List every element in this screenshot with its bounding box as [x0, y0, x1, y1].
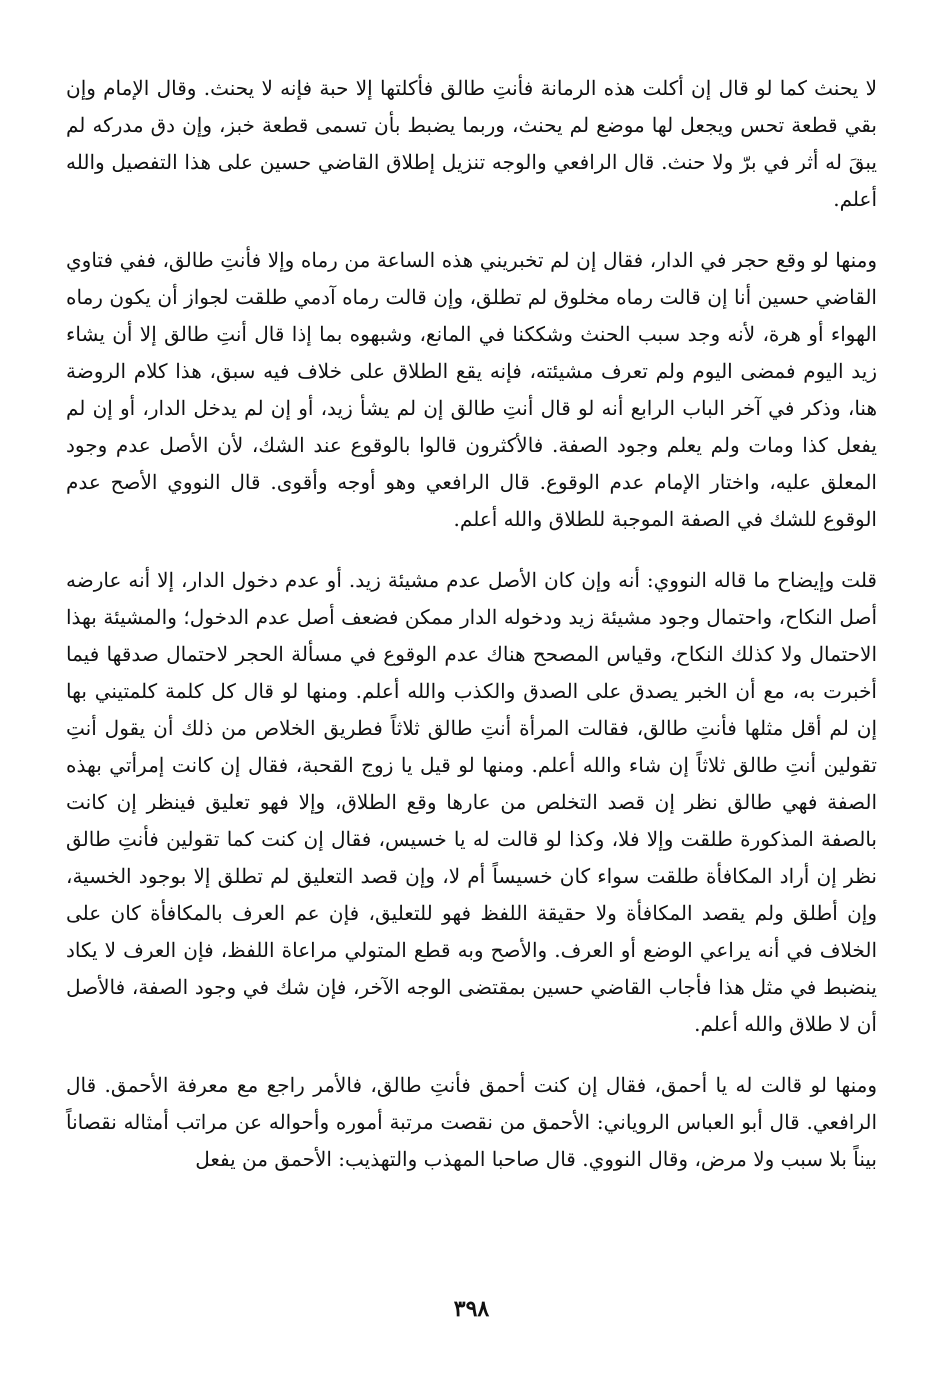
paragraph-3: قلت وإيضاح ما قاله النووي: أنه وإن كان الأصل عدم مشيئة زيد. أو عدم دخول الدار، إلا أنه عارضه أصل النكاح، واحتمال وجود مشيئة زيد ودخوله الدار ممكن فضعف أصل عدم الدخول؛ والمشيئة بهذا الاحتمال ولا كذلك النكاح، وقياس المصحح هناك عدم الوقوع في مسألة الحجر لاحتمال صدقها فيما أخبرت به، مع أن الخبر يصدق على الصدق والكذب والله أعلم. ومنها لو قال كل كلمة كلمتيني بها إن لم أقل مثلها فأنتِ طالق، فقالت المرأة أنتِ طالق ثلاثاً فطريق الخلاص من ذلك أن يقول أنتِ تقولين أنتِ طالق ثلاثاً إن شاء والله أعلم. ومنها لو قيل يا زوج القحبة، فقال إن كانت إمرأتي بهذه الصفة فهي طالق نظر إن قصد التخلص من عارها وقع الطلاق، وإلا فهو تعليق فينظر إن كانت بالصفة المذكورة طلقت وإلا فلا، وكذا لو قالت له يا خسيس، فقال إن كنت كما تقولين فأنتِ طالق نظر إن أراد المكافأة طلقت سواء كان خسيساً أم لا، وإن قصد التعليق لم تطلق إلا بوجود الخسية، وإن أطلق ولم يقصد المكافأة ولا حقيقة اللفظ فهو للتعليق، فإن عم العرف بالمكافأة كان على الخلاف في أنه يراعي الوضع أو العرف. والأصح وبه قطع المتولي مراعاة اللفظ، فإن العرف لا يكاد ينضبط في مثل هذا فأجاب القاضي حسين بمقتضى الوجه الآخر، فإن شك في وجود الصفة، فالأصل أن لا طلاق والله أعلم. — [66, 568, 878, 1036]
document-page — [66, 70, 877, 1202]
page-number: ٣٩٨ — [453, 1296, 490, 1322]
paragraph-1: لا يحنث كما لو قال إن أكلت هذه الرمانة فأنتِ طالق فأكلتها إلا حبة فإنه لا يحنث. وقال الإمام وإن بقي قطعة تحس ويجعل لها موضع لم يحنث، وربما يضبط بأن تسمى قطعة خبز، وإن دق مدركه لم يبقَ له أثر في برّ ولا حنث. قال الرافعي والوجه تنزيل إطلاق القاضي حسين على هذا التفصيل والله أعلم. — [66, 76, 877, 211]
paragraph-4: ومنها لو قالت له يا أحمق، فقال إن كنت أحمق فأنتِ طالق، فالأمر راجع مع معرفة الأحمق. قال الرافعي. قال أبو العباس الروياني: الأحمق من نقصت مرتبة أموره وأحواله عن مراتب أمثاله نقصاناً بيناً بلا سبب ولا مرض، وقال النووي. قال صاحبا المهذب والتهذيب: الأحمق من يفعل — [66, 1073, 877, 1171]
paragraph-2: ومنها لو وقع حجر في الدار، فقال إن لم تخبريني هذه الساعة من رماه وإلا فأنتِ طالق، ففي فتاوي القاضي حسين أنا إن قالت رماه مخلوق لم تطلق، وإن قالت رماه آدمي طلقت لجواز أن يكون رماه الهواء أو هرة، لأنه وجد سبب الحنث وشككنا في المانع، وشبهوه بما إذا قال أنتِ طالق إلا أن يشاء زيد اليوم فمضى اليوم ولم تعرف مشيئته، فإنه يقع الطلاق على خلاف فيه سبق، هذا كلام الروضة هنا، وذكر في آخر الباب الرابع أنه لو قال أنتِ طالق إن لم يشأ زيد، أو إن لم يدخل الدار، أو إن لم يفعل كذا ومات ولم يعلم وجود الصفة. فالأكثرون قالوا بالوقوع عند الشك، لأن الأصل عدم وجود المعلق عليه، واختار الإمام عدم الوقوع. قال الرافعي وهو أوجه وأقوى. قال النووي الأصح عدم الوقوع للشك في الصفة الموجبة للطلاق والله أعلم. — [66, 248, 877, 531]
